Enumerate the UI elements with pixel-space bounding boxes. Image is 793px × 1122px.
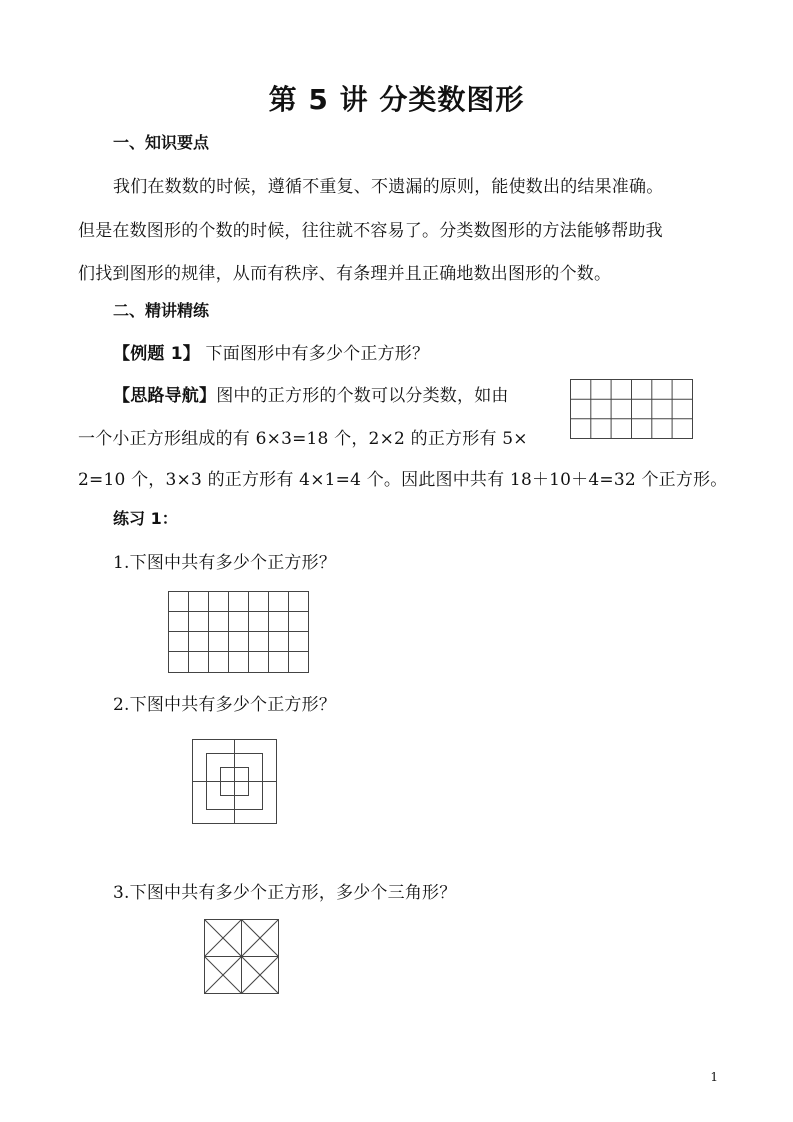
practice-1-grid-figure [168,591,310,674]
practice-3-diagonal-squares-figure [204,919,280,995]
guide-line [113,381,509,406]
practice-2-nested-squares-figure [192,739,278,825]
example-question: 下面图形中有多少个正方形？ [199,344,430,364]
practice-question-3: 3.下图中共有多少个正方形，多少个三角形？ [113,883,457,903]
practice-question-2: 2.下图中共有多少个正方形？ [113,695,337,715]
section-heading-knowledge: 一、知识要点 [113,133,210,152]
example-label: 【例题 1】 [113,344,200,364]
section-heading-practice-lecture: 二、精讲精练 [113,301,210,320]
example-grid-figure [570,379,694,440]
practice-heading: 练习 1： [113,509,178,528]
paragraph-line: 但是在数图形的个数的时候，往往就不容易了。分类数图形的方法能够帮助我 [78,221,663,241]
page-title: 第 5 讲 分类数图形 [268,83,525,116]
page-number: 1 [710,1070,718,1084]
guide-label: 【思路导航】 [113,386,217,406]
paragraph-line: 我们在数数的时候，遵循不重复、不遗漏的原则，能使数出的结果准确。 [113,177,664,197]
paragraph-line: 们找到图形的规律，从而有秩序、有条理并且正确地数出图形的个数。 [78,264,612,284]
guide-line: 2=10 个，3×3 的正方形有 4×1=4 个。因此图中共有 18＋10＋4=32 个正方形。 [78,470,728,490]
guide-text: 图中的正方形的个数可以分类数，如由 [216,386,509,406]
guide-line: 一个小正方形组成的有 6×3=18 个，2×2 的正方形有 5× [78,429,528,449]
practice-question-1: 1.下图中共有多少个正方形？ [113,553,337,573]
example-line [113,339,429,364]
